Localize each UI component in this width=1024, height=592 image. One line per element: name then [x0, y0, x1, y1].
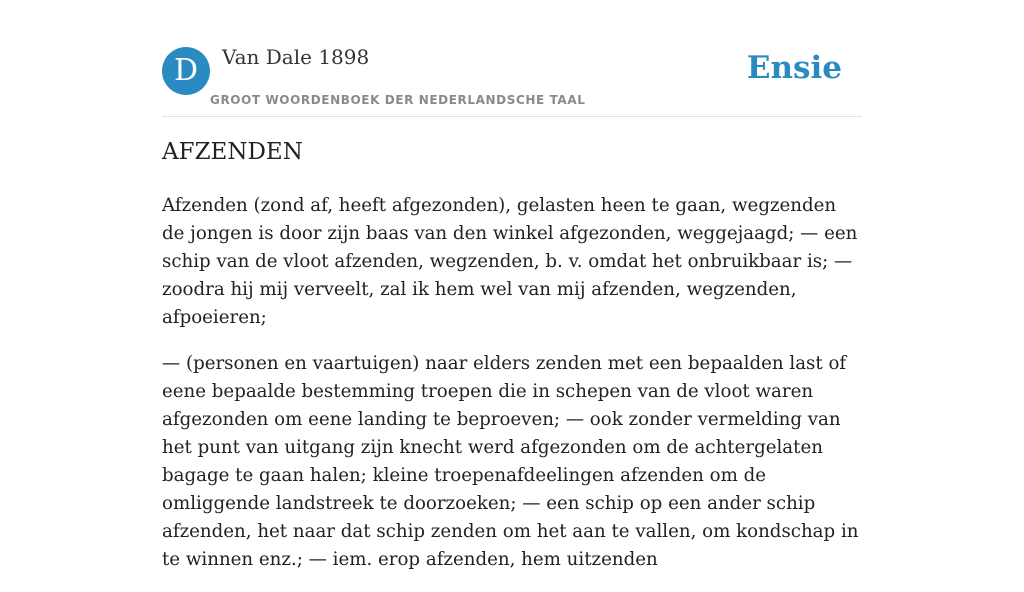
header [162, 0, 862, 117]
source-logo[interactable]: D [162, 47, 210, 95]
entry-headword: AFZENDEN [162, 139, 303, 165]
entry-content [162, 192, 862, 592]
page [162, 0, 862, 570]
ensie-logo-link[interactable]: Ensie [746, 50, 842, 86]
entry-paragraph-2: — (personen en vaartuigen) naar elders zenden met een bepaalden last of eene bepaalde bestemming troepen die in schepen van de vloot waren afgezonden om eene landing te beproeven; — ook zonder vermelding van het punt van uitgang zijn knecht werd afgezonden om de achtergelaten bagage te gaan halen; kleine troepenafdeelingen afzenden om de omliggende landstreek te doorzoeken; — een schip op een ander schip afzenden, het naar dat schip zenden om het aan te vallen, om kondschap in te winnen enz.; — iem. erop afzenden, hem uitzenden [162, 353, 859, 570]
source-subtitle: GROOT WOORDENBOEK DER NEDERLANDSCHE TAAL [210, 93, 586, 107]
entry-paragraph-1: Afzenden (zond af, heeft afgezonden), gelasten heen te gaan, wegzenden de jongen is door zijn baas van den winkel afgezonden, weggejaagd; — een schip van de vloot afzenden, wegzenden, b. v. omdat het onbruikbaar is; — zoodra hij mij verveelt, zal ik hem wel van mij afzenden, wegzenden, afpoeieren; [162, 195, 858, 328]
source-title[interactable]: Van Dale 1898 [222, 45, 370, 69]
